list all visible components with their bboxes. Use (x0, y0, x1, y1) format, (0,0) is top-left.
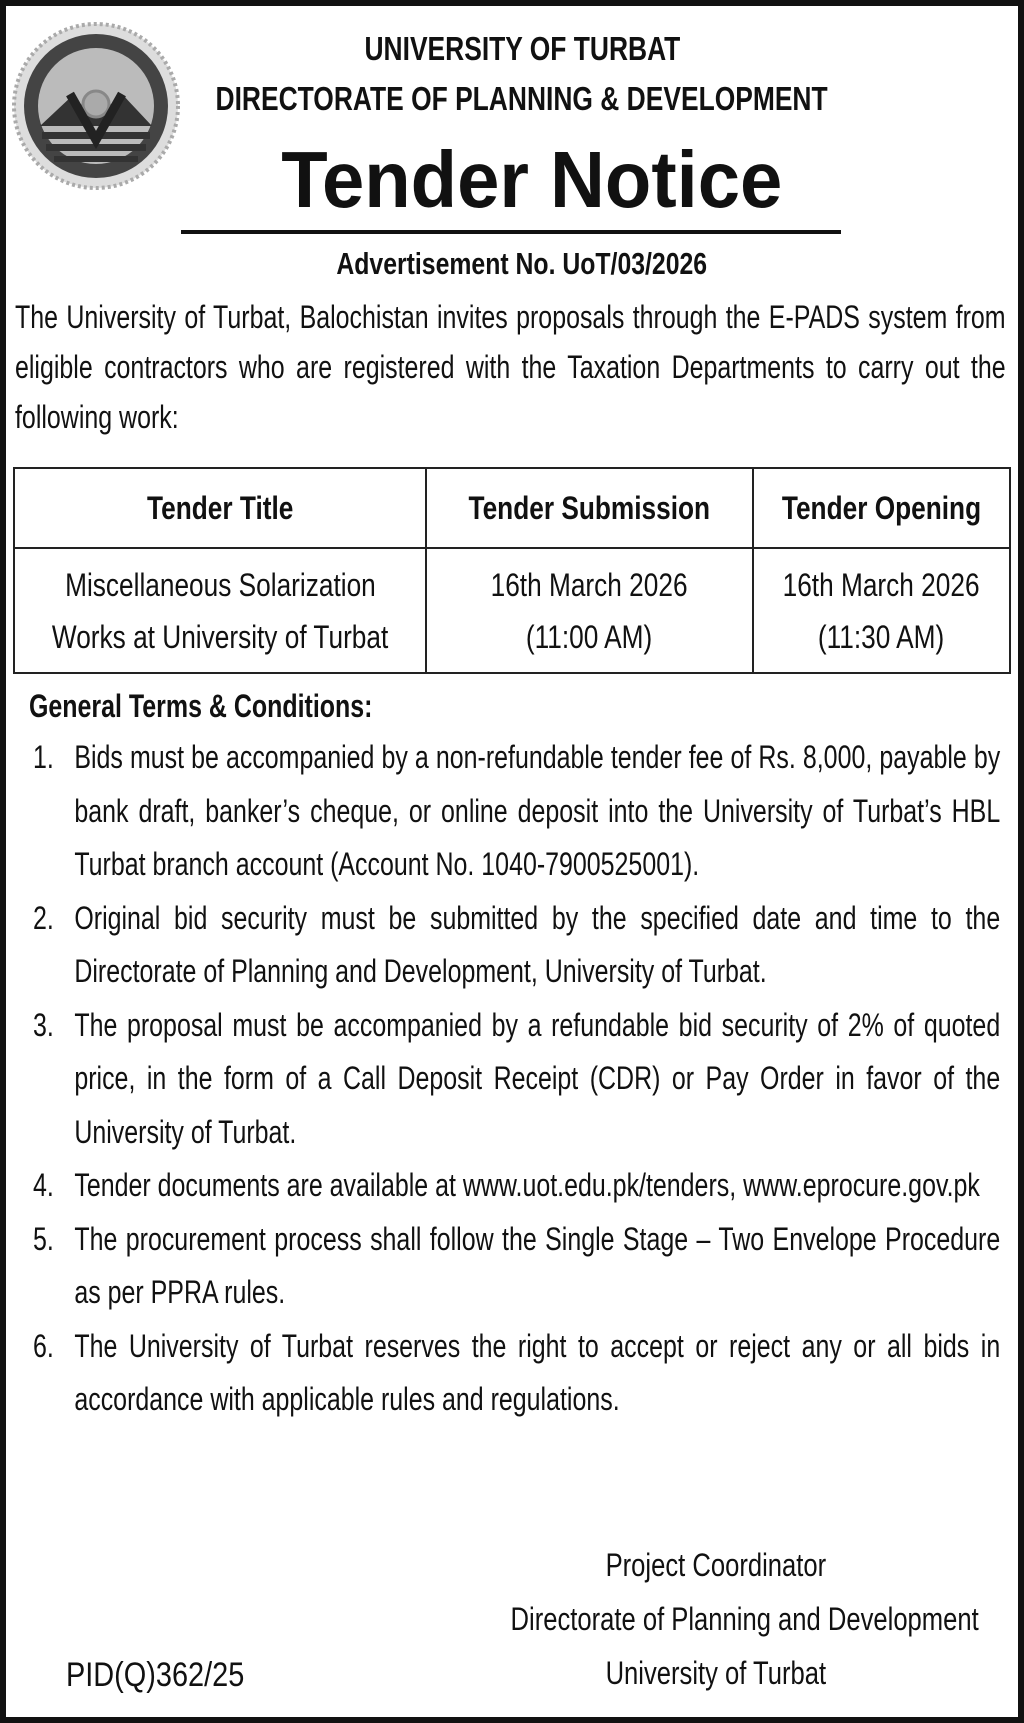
signature-designation: Project Coordinator (605, 1547, 827, 1583)
tender-table (13, 467, 1011, 674)
list-item: 5. The procurement process shall follow the Single Stage – Two Envelope Procedure as per PPRA rules. (33, 1220, 1001, 1310)
list-item: 3. The proposal must be accompanied by a refundable bid security of 2% of quoted price, in the form of a Call Deposit Receipt (CDR) or Pay Order in favor of the University of Turbat. (33, 1006, 1001, 1150)
directorate-name: DIRECTORATE OF PLANNING & DEVELOPMENT (215, 80, 829, 117)
list-item: 4. Tender documents are available at www.uot.edu.pk/tenders, www.eprocure.gov.pk (33, 1167, 980, 1203)
signature-office: Directorate of Planning and Development (510, 1601, 979, 1637)
list-item: 1. Bids must be accompanied by a non-refundable tender fee of Rs. 8,000, payable by bank draft, banker’s cheque, or online deposit into the University of Turbat’s HBL Turbat branch account (Account No. 1040-7900525001). (33, 739, 1001, 882)
table-row (14, 548, 1010, 673)
institution-name: UNIVERSITY OF TURBAT (364, 30, 680, 67)
table-header-row (14, 468, 1010, 548)
header-tender-title: Tender Title (14, 468, 426, 548)
advertisement-number: Advertisement No. UoT/03/2026 (336, 246, 708, 281)
terms-list (33, 731, 1000, 1427)
signature-institution: University of Turbat (605, 1655, 827, 1691)
title-divider (181, 230, 841, 234)
intro-paragraph: The University of Turbat, Balochistan invites proposals through the E-PADS system from eligible contractors who are registered with the Taxation Departments to carry out the following work: (15, 299, 1006, 435)
cell-opening: 16th March 2026 (11:30 AM) (753, 548, 1010, 673)
terms-heading: General Terms & Conditions: (29, 688, 373, 724)
list-item: 6. The University of Turbat reserves the right to accept or reject any or all bids in accordance with applicable rules and regulations. (33, 1327, 1001, 1417)
cell-tender-title: Miscellaneous Solarization Works at University of Turbat (14, 548, 426, 673)
pid-number: PID(Q)362/25 (66, 1656, 245, 1694)
list-item: 2. Original bid security must be submitted by the specified date and time to the Directorate of Planning and Development, University of Turbat. (33, 899, 1001, 989)
header-tender-opening: Tender Opening (753, 468, 1010, 548)
cell-submission: 16th March 2026 (11:00 AM) (426, 548, 753, 673)
notice-title: Tender Notice (281, 135, 783, 224)
header-tender-submission: Tender Submission (426, 468, 753, 548)
